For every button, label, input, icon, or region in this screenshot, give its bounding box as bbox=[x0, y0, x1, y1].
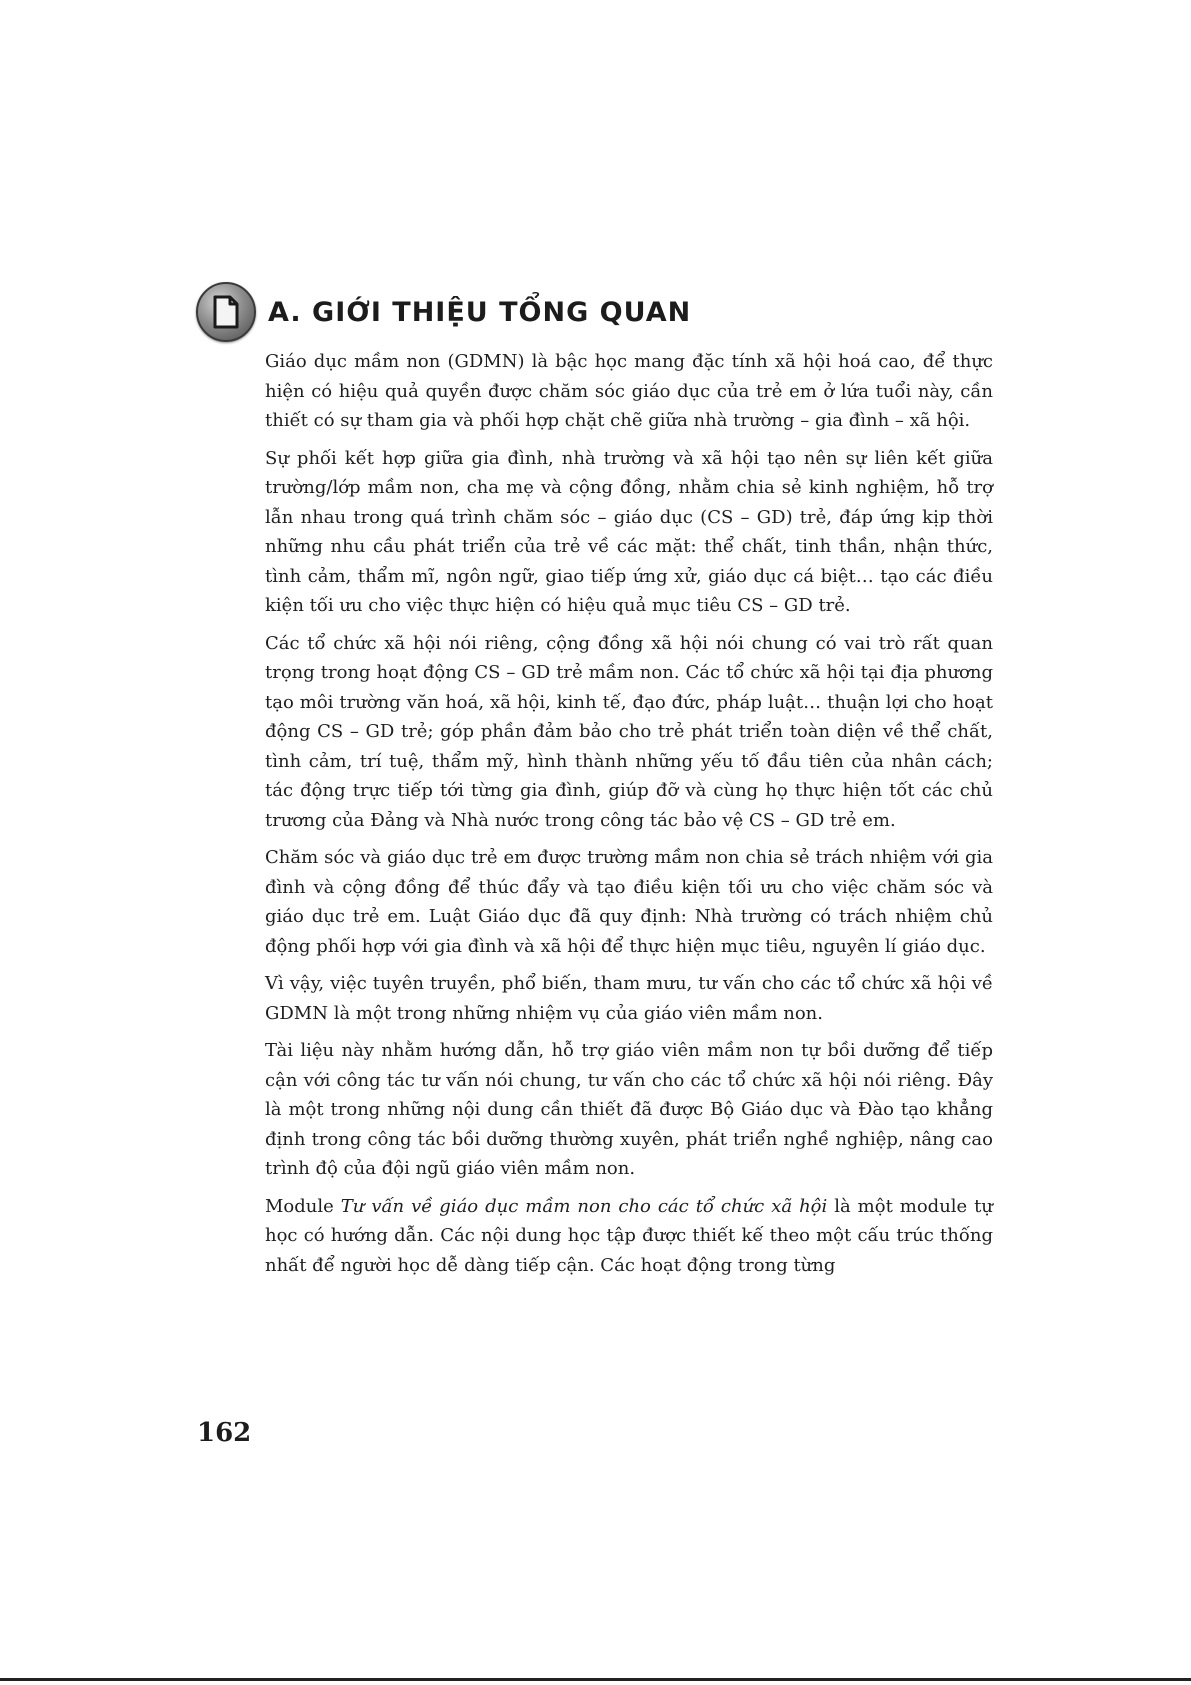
paragraph: Tài liệu này nhằm hướng dẫn, hỗ trợ giáo viên mầm non tự bồi dưỡng để tiếp cận với công tác tư vấn nói chung, tư vấn cho các tổ chức xã hội nói riêng. Đây là một trong những nội dung cần thiết đã được Bộ Giáo dục và Đào tạo khẳng định trong công tác bồi dưỡng thường xuyên, phát triển nghề nghiệp, nâng cao trình độ của đội ngũ giáo viên mầm non. bbox=[265, 1040, 993, 1179]
module-title: Tư vấn về giáo dục mầm non cho các tổ chức xã hội bbox=[340, 1195, 828, 1217]
paragraph-module bbox=[265, 1192, 993, 1281]
paragraph: Vì vậy, việc tuyên truyền, phổ biến, tham mưu, tư vấn cho các tổ chức xã hội về GDMN là một trong những nhiệm vụ của giáo viên mầm non. bbox=[265, 973, 993, 1024]
module-prefix: Module bbox=[265, 1195, 341, 1217]
page-number: 162 bbox=[197, 1418, 252, 1448]
document-icon bbox=[196, 282, 256, 342]
paragraph: Sự phối kết hợp giữa gia đình, nhà trường và xã hội tạo nên sự liên kết giữa trường/lớp mầm non, cha mẹ và cộng đồng, nhằm chia sẻ kinh nghiệm, hỗ trợ lẫn nhau trong quá trình chăm sóc – giáo dục (CS – GD) trẻ, đáp ứng kịp thời những nhu cầu phát triển của trẻ về các mặt: thể chất, tinh thần, nhận thức, tình cảm, thẩm mĩ, ngôn ngữ, giao tiếp ứng xử, giáo dục cá biệt… tạo các điều kiện tối ưu cho việc thực hiện có hiệu quả mục tiêu CS – GD trẻ. bbox=[265, 447, 993, 616]
paragraph: Giáo dục mầm non (GDMN) là bậc học mang đặc tính xã hội hoá cao, để thực hiện có hiệu quả quyền được chăm sóc giáo dục của trẻ em ở lứa tuổi này, cần thiết có sự tham gia và phối hợp chặt chẽ giữa nhà trường – gia đình – xã hội. bbox=[265, 351, 993, 431]
paragraph: Chăm sóc và giáo dục trẻ em được trường mầm non chia sẻ trách nhiệm với gia đình và cộng đồng để thúc đẩy và tạo điều kiện tối ưu cho việc chăm sóc và giáo dục trẻ em. Luật Giáo dục đã quy định: Nhà trường có trách nhiệm chủ động phối hợp với gia đình và xã hội để thực hiện mục tiêu, nguyên lí giáo dục. bbox=[265, 847, 993, 957]
module-text: là một module tự học có hướng dẫn. Các nội dung học tập được thiết kế theo một cấu trúc thống nhất để người học dễ dàng tiếp cận. Các hoạt động trong từng bbox=[265, 1195, 993, 1276]
section-header bbox=[196, 282, 691, 342]
paragraph: Các tổ chức xã hội nói riêng, cộng đồng xã hội nói chung có vai trò rất quan trọng trong hoạt động CS – GD trẻ mầm non. Các tổ chức xã hội tại địa phương tạo môi trường văn hoá, xã hội, kinh tế, đạo đức, pháp luật… thuận lợi cho hoạt động CS – GD trẻ; góp phần đảm bảo cho trẻ phát triển toàn diện về thể chất, tình cảm, trí tuệ, thẩm mỹ, hình thành những yếu tố đầu tiên của nhân cách; tác động trực tiếp tới từng gia đình, giúp đỡ và cùng họ thực hiện tốt các chủ trương của Đảng và Nhà nước trong công tác bảo vệ CS – GD trẻ em. bbox=[265, 632, 993, 831]
section-title: A. GIỚI THIỆU TỔNG QUAN bbox=[268, 296, 692, 328]
body-text bbox=[265, 347, 993, 1288]
bottom-rule bbox=[0, 1678, 1191, 1681]
